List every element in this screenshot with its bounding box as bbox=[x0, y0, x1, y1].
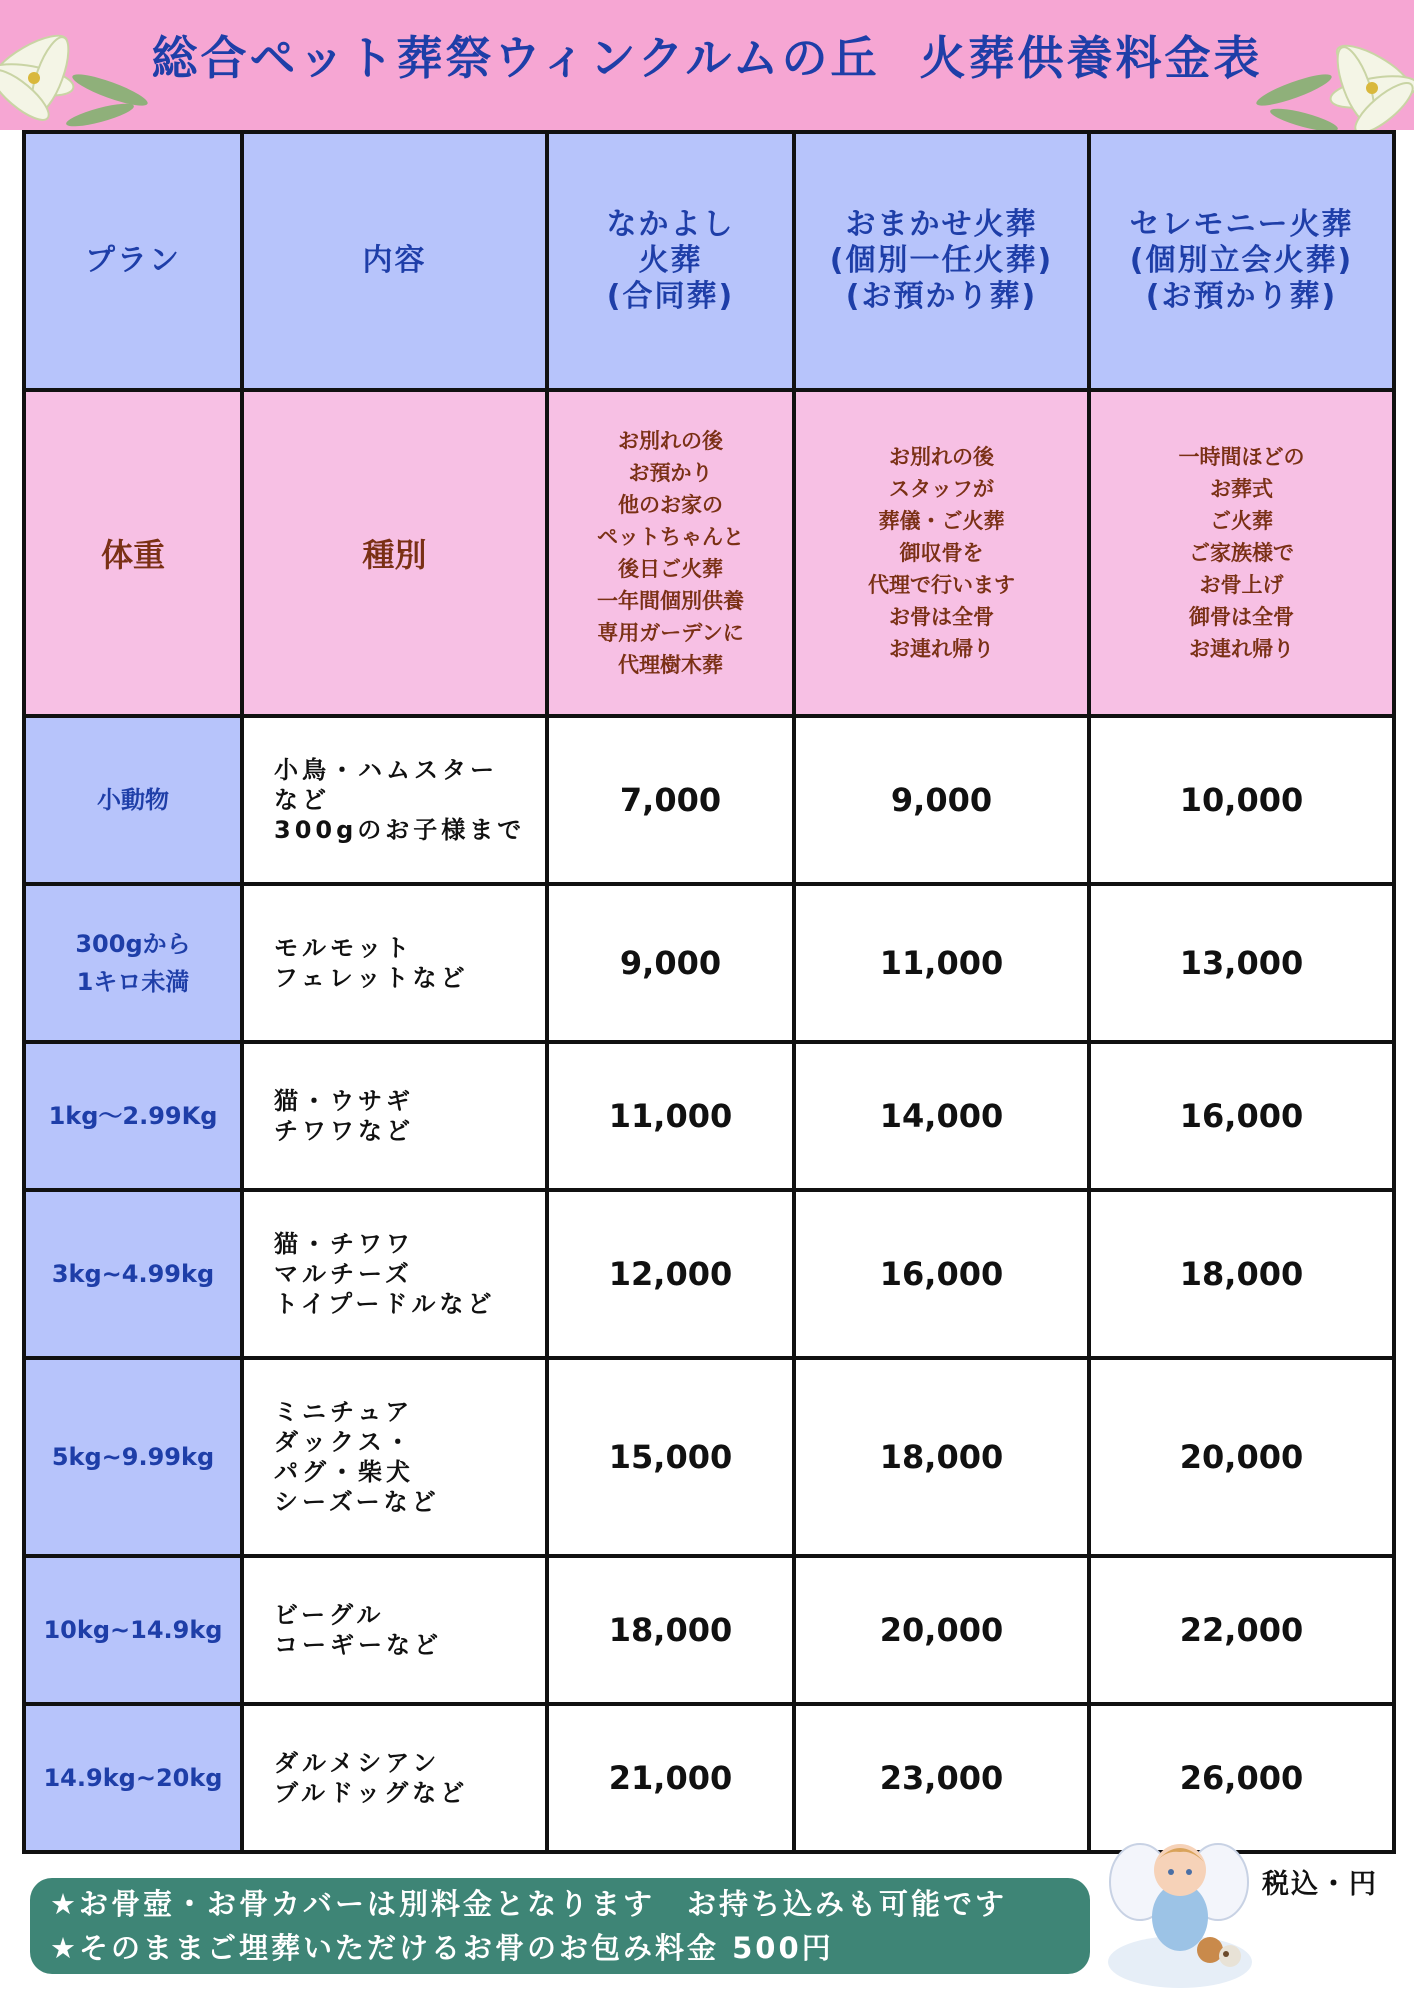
price-nakayoshi: 18,000 bbox=[547, 1556, 794, 1704]
plan-header-row bbox=[24, 132, 1394, 390]
plan-nakayoshi: なかよし 火葬 (合同葬) bbox=[547, 132, 794, 390]
price-omakase: 23,000 bbox=[794, 1704, 1089, 1852]
content-label: 内容 bbox=[242, 132, 547, 390]
price-ceremony: 10,000 bbox=[1089, 716, 1394, 884]
table-row bbox=[24, 1358, 1394, 1556]
title-pricelist: 火葬供養料金表 bbox=[919, 31, 1263, 85]
description-row bbox=[24, 390, 1394, 716]
plan-ceremony: セレモニー火葬 (個別立会火葬) (お預かり葬) bbox=[1089, 132, 1394, 390]
price-omakase: 11,000 bbox=[794, 884, 1089, 1042]
weight-cell: 300gから 1キロ未満 bbox=[24, 884, 242, 1042]
notes-box bbox=[30, 1878, 1090, 1974]
price-omakase: 14,000 bbox=[794, 1042, 1089, 1190]
angel-with-pets-icon bbox=[1100, 1822, 1260, 1992]
price-nakayoshi: 21,000 bbox=[547, 1704, 794, 1852]
price-nakayoshi: 7,000 bbox=[547, 716, 794, 884]
price-nakayoshi: 11,000 bbox=[547, 1042, 794, 1190]
weight-cell: 小動物 bbox=[24, 716, 242, 884]
weight-label: 体重 bbox=[24, 390, 242, 716]
price-table bbox=[22, 130, 1396, 1854]
description-nakayoshi: お別れの後 お預かり 他のお家の ペットちゃんと 後日ご火葬 一年間個別供養 専用ガーデンに 代理樹木葬 bbox=[547, 390, 794, 716]
species-cell: 猫・チワワ マルチーズ トイプードルなど bbox=[242, 1190, 547, 1358]
description-omakase: お別れの後 スタッフが 葬儀・ご火葬 御収骨を 代理で行います お骨は全骨 お連れ帰り bbox=[794, 390, 1089, 716]
species-cell: モルモット フェレットなど bbox=[242, 884, 547, 1042]
species-cell: ダルメシアン ブルドッグなど bbox=[242, 1704, 547, 1852]
title-company: 総合ペット葬祭ウィンクルムの丘 bbox=[151, 31, 880, 85]
weight-cell: 10kg~14.9kg bbox=[24, 1556, 242, 1704]
weight-cell: 5kg~9.99kg bbox=[24, 1358, 242, 1556]
tax-label: 税込・円 bbox=[1262, 1869, 1378, 1900]
species-cell: ビーグル コーギーなど bbox=[242, 1556, 547, 1704]
description-ceremony: 一時間ほどの お葬式 ご火葬 ご家族様で お骨上げ 御骨は全骨 お連れ帰り bbox=[1089, 390, 1394, 716]
price-ceremony: 20,000 bbox=[1089, 1358, 1394, 1556]
weight-cell: 1kg～2.99Kg bbox=[24, 1042, 242, 1190]
plan-omakase: おまかせ火葬 (個別一任火葬) (お預かり葬) bbox=[794, 132, 1089, 390]
price-omakase: 18,000 bbox=[794, 1358, 1089, 1556]
price-nakayoshi: 9,000 bbox=[547, 884, 794, 1042]
note-line-1: ★お骨壺・お骨カバーは別料金となります お持ち込みも可能です bbox=[50, 1887, 1007, 1921]
weight-cell: 3kg~4.99kg bbox=[24, 1190, 242, 1358]
price-omakase: 9,000 bbox=[794, 716, 1089, 884]
price-ceremony: 26,000 bbox=[1089, 1704, 1394, 1852]
table-row bbox=[24, 1190, 1394, 1358]
table-row bbox=[24, 1042, 1394, 1190]
table-row bbox=[24, 1556, 1394, 1704]
weight-cell: 14.9kg~20kg bbox=[24, 1704, 242, 1852]
species-cell: 小鳥・ハムスター など 300gのお子様まで bbox=[242, 716, 547, 884]
price-ceremony: 18,000 bbox=[1089, 1190, 1394, 1358]
plan-label: プラン bbox=[24, 132, 242, 390]
price-nakayoshi: 12,000 bbox=[547, 1190, 794, 1358]
table-row bbox=[24, 884, 1394, 1042]
price-ceremony: 13,000 bbox=[1089, 884, 1394, 1042]
species-label: 種別 bbox=[242, 390, 547, 716]
price-ceremony: 16,000 bbox=[1089, 1042, 1394, 1190]
price-omakase: 16,000 bbox=[794, 1190, 1089, 1358]
price-nakayoshi: 15,000 bbox=[547, 1358, 794, 1556]
note-line-2: ★そのままご埋葬いただけるお骨のお包み料金 500円 bbox=[50, 1931, 834, 1965]
species-cell: ミニチュア ダックス・ パグ・柴犬 シーズーなど bbox=[242, 1358, 547, 1556]
price-ceremony: 22,000 bbox=[1089, 1556, 1394, 1704]
price-omakase: 20,000 bbox=[794, 1556, 1089, 1704]
species-cell: 猫・ウサギ チワワなど bbox=[242, 1042, 547, 1190]
table-row bbox=[24, 716, 1394, 884]
page-title bbox=[0, 22, 1414, 88]
